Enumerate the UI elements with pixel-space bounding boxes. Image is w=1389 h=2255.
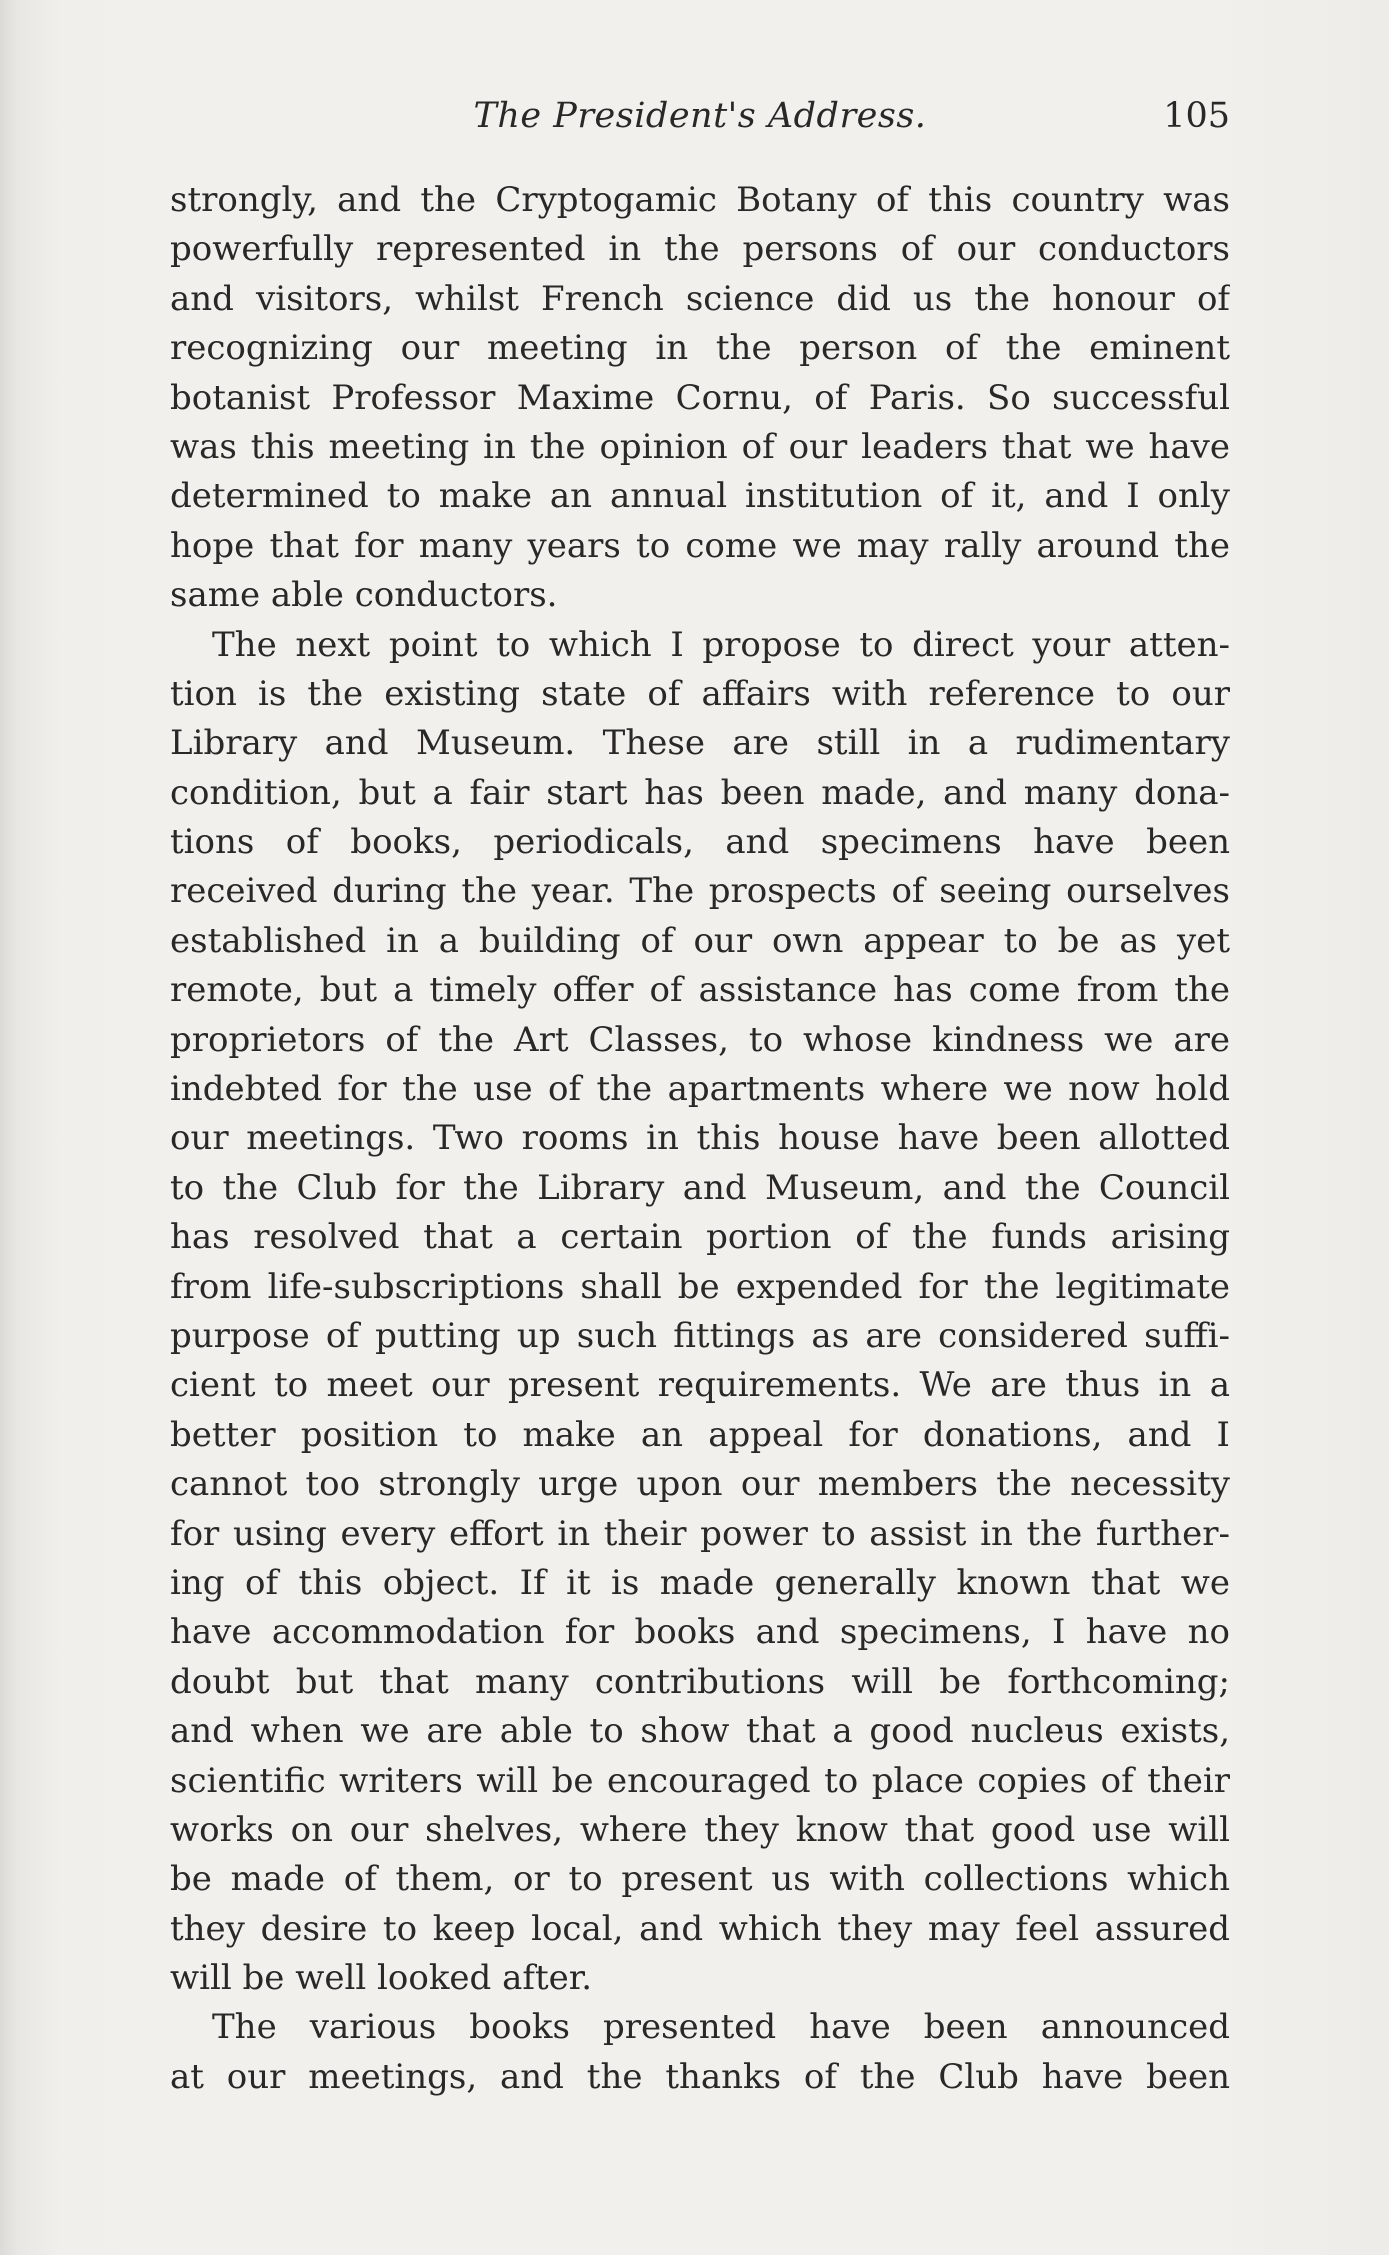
text-line: have accommodation for books and specimens, I have no — [170, 1612, 1230, 1653]
text-line: doubt but that many contributions will be forthcoming; — [170, 1661, 1230, 1702]
text-line: established in a building of our own appear to be as yet — [170, 920, 1230, 961]
text-line: strongly, and the Cryptogamic Botany of this country was — [170, 180, 1230, 220]
text-line: hope that for many years to come we may rally around the — [170, 525, 1230, 566]
text-line: has resolved that a certain portion of the funds arising — [170, 1217, 1230, 1258]
text-line: tion is the existing state of affairs with reference to our — [170, 673, 1230, 714]
text-line: condition, but a fair start has been made, and many dona- — [170, 772, 1230, 813]
text-line: remote, but a timely offer of assistance has come from the — [170, 970, 1230, 1011]
text-line: The various books presented have been announced — [212, 2007, 1230, 2048]
text-line: cient to meet our present requirements. We are thus in a — [170, 1365, 1230, 1406]
text-line: received during the year. The prospects of seeing ourselves — [170, 871, 1230, 912]
text-line: they desire to keep local, and which they may feel assured — [170, 1908, 1230, 1949]
text-line: Library and Museum. These are still in a rudimentary — [170, 723, 1230, 764]
text-line: indebted for the use of the apartments where we now hold — [170, 1069, 1230, 1110]
text-line: was this meeting in the opinion of our leaders that we have — [170, 426, 1230, 467]
text-line: tions of books, periodicals, and specimens have been — [170, 822, 1230, 863]
text-line: scientific writers will be encouraged to place copies of their — [170, 1760, 1230, 1801]
running-head — [170, 88, 1230, 144]
text-line: and visitors, whilst French science did us the honour of — [170, 278, 1230, 319]
text-line: better position to make an appeal for donations, and I — [170, 1414, 1230, 1455]
text-line: powerfully represented in the persons of our conductors — [170, 229, 1230, 270]
text-line: works on our shelves, where they know that good use will — [170, 1809, 1230, 1850]
text-line: determined to make an annual institution of it, and I only — [170, 476, 1230, 517]
text-line: for using every effort in their power to assist in the further- — [170, 1513, 1230, 1554]
text-line: at our meetings, and the thanks of the Club have been — [170, 2056, 1230, 2097]
text-line: recognizing our meeting in the person of the eminent — [170, 328, 1230, 369]
text-line: from life-subscriptions shall be expended for the legitimate — [170, 1266, 1230, 1307]
text-line: be made of them, or to present us with collections which — [170, 1859, 1230, 1900]
text-line: same able conductors. — [170, 575, 558, 616]
text-line: proprietors of the Art Classes, to whose kindness we are — [170, 1019, 1230, 1060]
text-line: purpose of putting up such fittings as are considered suffi- — [170, 1315, 1230, 1356]
text-line: and when we are able to show that a good nucleus exists, — [170, 1711, 1230, 1752]
body-text — [170, 176, 1230, 2102]
text-line: The next point to which I propose to direct your atten- — [212, 624, 1230, 665]
text-line: our meetings. Two rooms in this house have been allotted — [170, 1118, 1230, 1159]
page-number: 105 — [1163, 96, 1230, 136]
text-line: botanist Professor Maxime Cornu, of Paris. So successful — [170, 377, 1230, 418]
text-line: ing of this object. If it is made generally known that we — [170, 1562, 1230, 1603]
text-line: cannot too strongly urge upon our members the necessity — [170, 1464, 1230, 1505]
text-line: to the Club for the Library and Museum, and the Council — [170, 1167, 1230, 1208]
running-title: The President's Address. — [473, 96, 927, 136]
text-line: will be well looked after. — [170, 1958, 593, 1999]
